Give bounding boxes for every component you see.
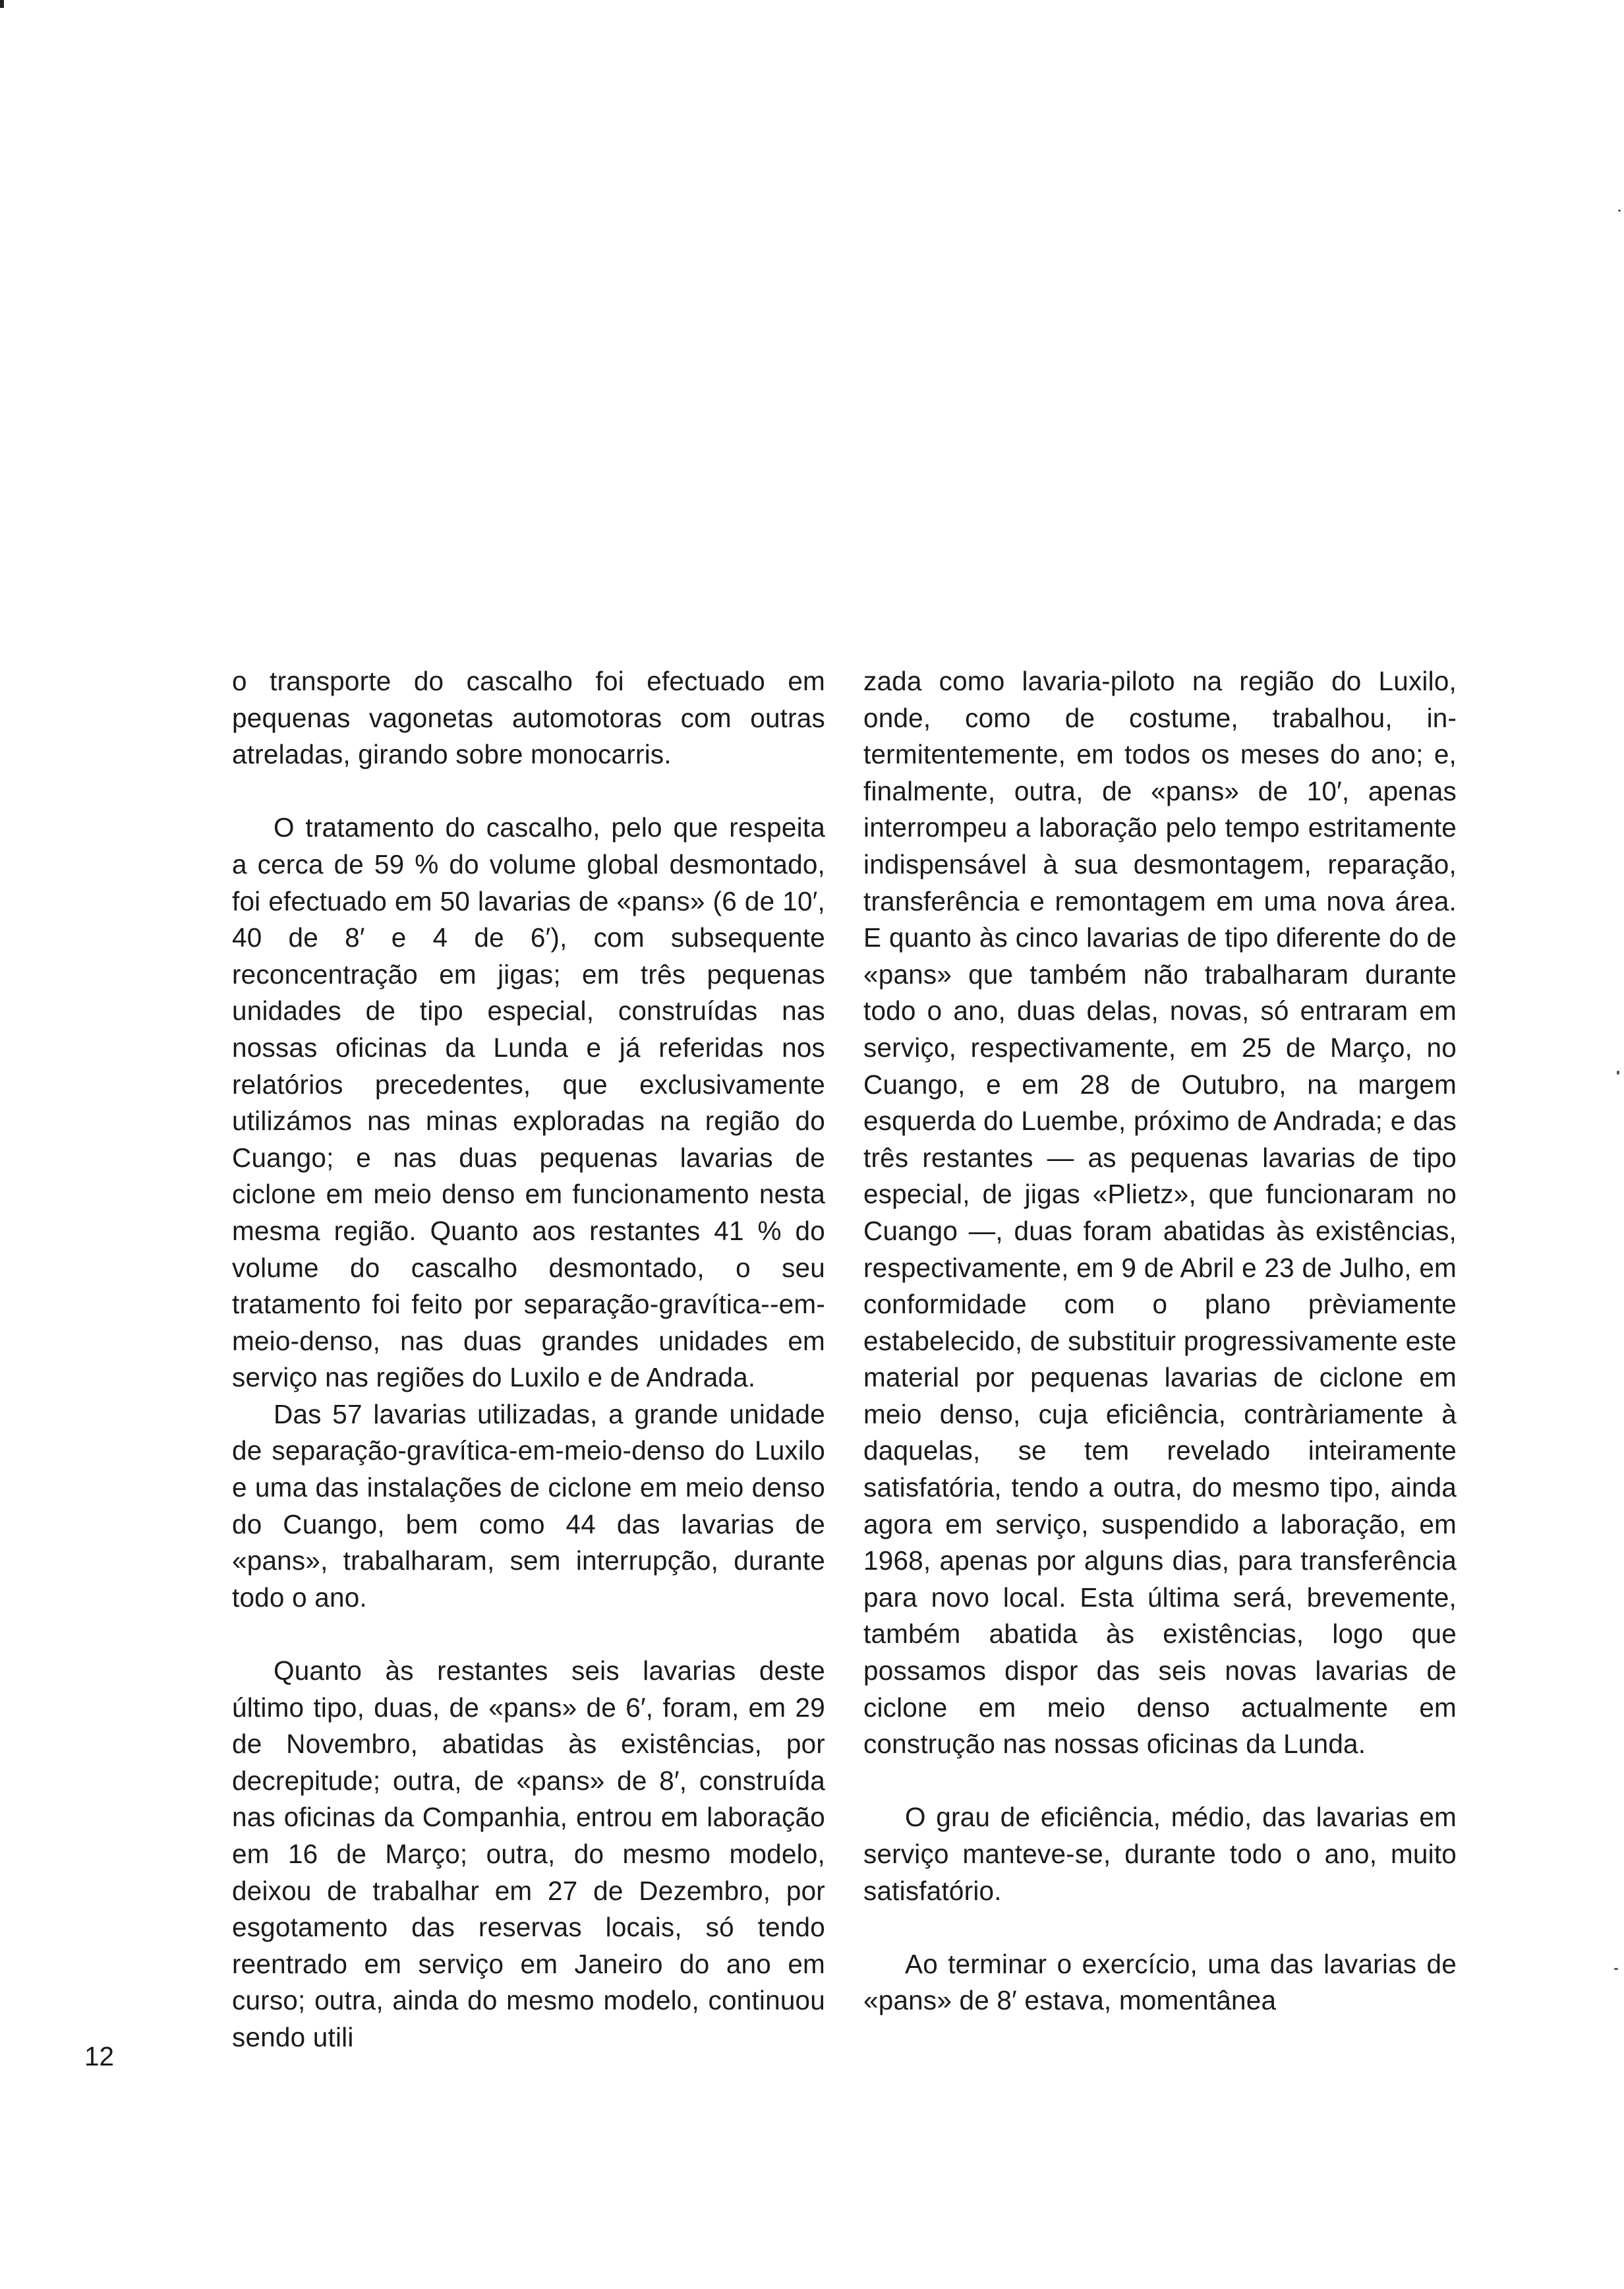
paragraph: Das 57 lavarias utilizadas, a grande unidade de separação-gravítica-em-meio-denso do Luxilo e uma das instalações de ciclone em meio denso do Cuango, bem como 44 das lavarias de «pans», trabalharam, sem interrupção, durante todo o ano. bbox=[232, 1398, 825, 1613]
paragraph: zada como lavaria-piloto na região do Luxilo, onde, como de costume, trabalhou, intermitentemente, em todos os meses do ano; e, finalmente, outra, de «pans» de 10′, apenas interrompeu a laboração pelo tempo estritamente indispensável à sua desmontagem, reparação, transferência e remontagem em uma nova área. E quanto às cinco lavarias de tipo diferente do de «pans» que também não trabalharam durante todo o ano, duas delas, novas, só entraram em serviço, respectivamente, em 25 de Março, no Cuango, e em 28 de Outubro, na margem esquerda do Luembe, próximo de Andrada; e das três restantes — as pequenas lavarias de tipo especial, de jigas «Plietz», que funcionaram no Cuango —, duas foram abatidas às existências, respectivamente, em 9 de Abril e 23 de Julho, em conformidade com o plano prèviamente estabelecido, de substituir progressivamente este material por pequenas lavarias de ciclone em meio denso, cuja eficiência, contràriamente à daquelas, se tem revelado inteiramente satisfatória, tendo a outra, do mesmo tipo, ainda agora em serviço, suspendido a laboração, em 1968, apenas por alguns dias, para transferência para novo local. Esta última será, brevemente, também abatida às existências, logo que possamos dispor das seis novas lavarias de ciclone em meio denso actualmente em construção nas nossas oficinas da Lunda. bbox=[863, 666, 1457, 1760]
paragraph: Ao terminar o exercício, uma das lavarias de «pans» de 8′ estava, momentânea bbox=[863, 1948, 1457, 2016]
scan-speck bbox=[1618, 210, 1621, 212]
scan-speck bbox=[1614, 1968, 1618, 1970]
scan-speck bbox=[1617, 1071, 1619, 1075]
right-column bbox=[863, 663, 1457, 2019]
page-number: 12 bbox=[84, 2041, 115, 2071]
paragraph: O tratamento do cascalho, pelo que respeita a cerca de 59 % do volume global desmontado, foi efectuado em 50 lavarias de «pans» (6 de 10′, 40 de 8′ e 4 de 6′), com subsequente reconcentração em jigas; em três pequenas unidades de tipo especial, construídas nas nossas oficinas da Lunda e já referidas nos relatórios precedentes, que exclusivamente utilizámos nas minas exploradas na região do Cuango; e nas duas pequenas lavarias de ciclone em meio denso em funcionamento nesta mesma região. Quanto aos restantes 41 % do volume do cascalho desmontado, o seu tratamento foi feito por separação-gravítica--em-meio-denso, nas duas grandes unidades em serviço nas regiões do Luxilo e de Andrada. bbox=[232, 812, 825, 1393]
scan-corner-mark bbox=[0, 0, 4, 8]
paragraph: Quanto às restantes seis lavarias deste último tipo, duas, de «pans» de 6′, foram, em 29 de Novembro, abatidas às existências, por decrepitude; outra, de «pans» de 8′, construída nas oficinas da Companhia, entrou em laboração em 16 de Março; outra, do mesmo modelo, deixou de trabalhar em 27 de Dezembro, por esgotamento das reservas locais, só tendo reentrado em serviço em Janeiro do ano em curso; outra, ainda do mesmo modelo, continuou sendo utili bbox=[232, 1655, 825, 2052]
left-column bbox=[232, 663, 825, 2056]
paragraph: o transporte do cascalho foi efectuado em pequenas vagonetas automotoras com outras atreladas, girando sobre monocarris. bbox=[232, 666, 825, 770]
paragraph: O grau de eficiência, médio, das lavarias em serviço manteve-se, durante todo o ano, muito satisfatório. bbox=[863, 1802, 1457, 1906]
